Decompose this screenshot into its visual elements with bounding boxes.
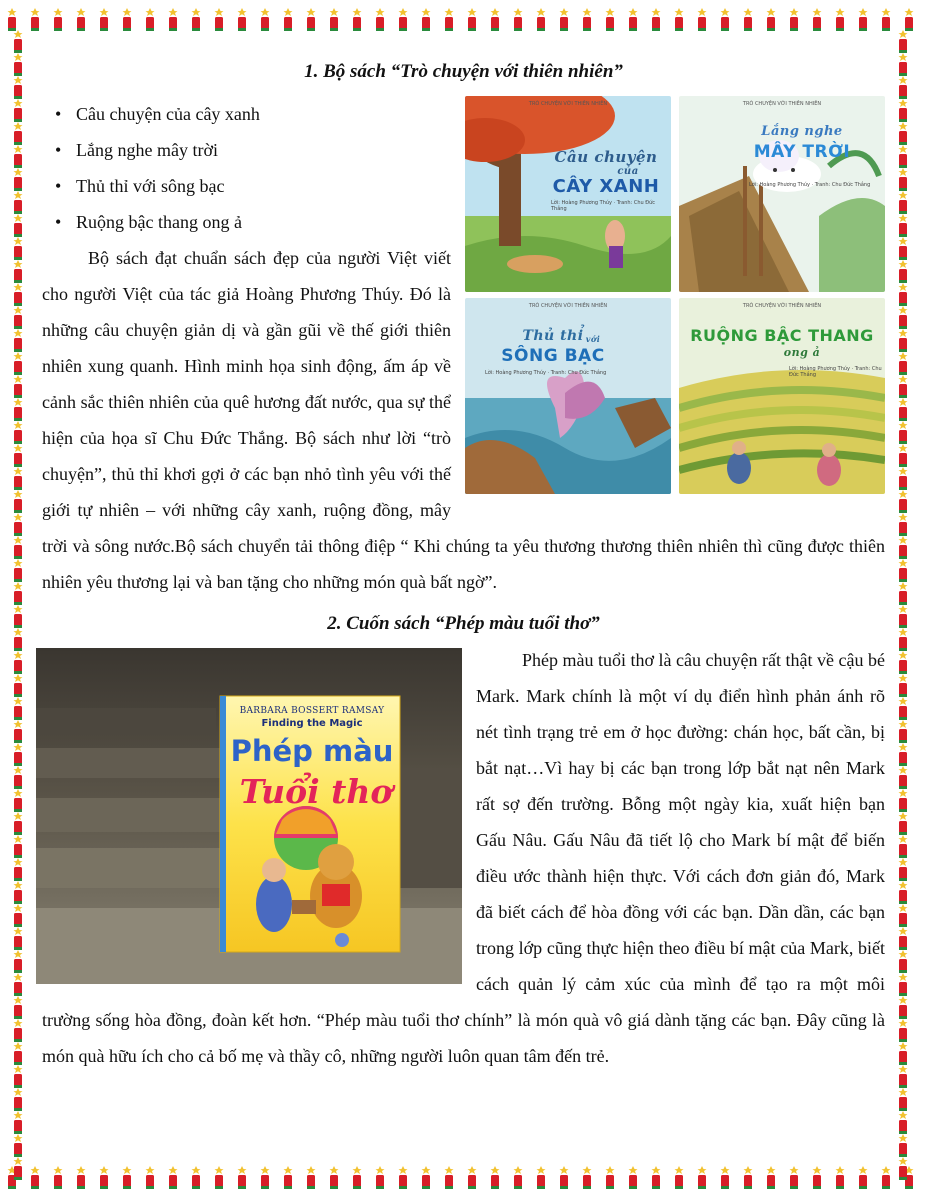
firecracker-icon [698, 8, 707, 31]
firecracker-icon [445, 8, 454, 31]
firecracker-icon [307, 1166, 316, 1189]
cover-series-label: TRÒ CHUYỆN VỚI THIÊN NHIÊN [528, 101, 608, 107]
firecracker-icon [899, 743, 908, 766]
firecracker-icon [14, 1134, 23, 1157]
firecracker-icon [330, 8, 339, 31]
firecracker-icon [100, 1166, 109, 1189]
firecracker-icon [14, 1042, 23, 1065]
firecracker-icon [192, 8, 201, 31]
firecracker-icon [261, 8, 270, 31]
firecracker-icon [899, 1088, 908, 1111]
firecracker-icon [899, 858, 908, 881]
firecracker-icon [836, 8, 845, 31]
firecracker-icon [899, 1134, 908, 1157]
firecracker-icon [899, 467, 908, 490]
list-item: • Ruộng bậc thang ong ả [42, 204, 885, 240]
firecracker-icon [899, 352, 908, 375]
firecracker-icon [399, 8, 408, 31]
firecracker-icon [629, 1166, 638, 1189]
cover-song-bac [465, 298, 671, 494]
firecracker-icon [899, 559, 908, 582]
firecracker-icon [14, 467, 23, 490]
firecracker-icon [698, 1166, 707, 1189]
firecracker-icon [675, 8, 684, 31]
firecracker-icon [146, 1166, 155, 1189]
firecracker-icon [899, 1042, 908, 1065]
firecracker-icon [14, 214, 23, 237]
cover-ruong-bac-thang [679, 298, 885, 494]
firecracker-icon [468, 1166, 477, 1189]
firecracker-icon [169, 1166, 178, 1189]
firecracker-icon [899, 720, 908, 743]
firecracker-icon [14, 444, 23, 467]
firecracker-icon [284, 8, 293, 31]
firecracker-icon [14, 398, 23, 421]
firecracker-icon [899, 283, 908, 306]
firecracker-icon [399, 1166, 408, 1189]
firecracker-icon [899, 375, 908, 398]
firecracker-icon [899, 260, 908, 283]
firecracker-icon [14, 191, 23, 214]
firecracker-icon [583, 8, 592, 31]
book-english-title: Finding the Magic [261, 718, 363, 729]
cover-title-line2: của [617, 166, 639, 177]
firecracker-icon [14, 697, 23, 720]
cover-title-line1: Câu chuyện [554, 148, 658, 166]
firecracker-icon [14, 858, 23, 881]
firecracker-icon [376, 1166, 385, 1189]
decorative-border-bottom [0, 1164, 927, 1194]
firecracker-icon [899, 1065, 908, 1088]
firecracker-icon [721, 8, 730, 31]
firecracker-icon [767, 1166, 776, 1189]
firecracker-icon [14, 605, 23, 628]
book-list [42, 96, 885, 240]
firecracker-icon [899, 76, 908, 99]
firecracker-icon [899, 881, 908, 904]
firecracker-icon [583, 1166, 592, 1189]
firecracker-icon [652, 8, 661, 31]
firecracker-icon [899, 904, 908, 927]
section-2-heading: 2. Cuốn sách “Phép màu tuổi thơ” [327, 613, 600, 634]
firecracker-icon [836, 1166, 845, 1189]
firecracker-icon [14, 53, 23, 76]
firecracker-icon [899, 950, 908, 973]
firecracker-icon [767, 8, 776, 31]
firecracker-icon [330, 1166, 339, 1189]
firecracker-icon [14, 835, 23, 858]
firecracker-icon [14, 283, 23, 306]
firecracker-icon [14, 651, 23, 674]
firecracker-icon [14, 674, 23, 697]
firecracker-icon [882, 8, 891, 31]
firecracker-icon [123, 1166, 132, 1189]
firecracker-icon [14, 559, 23, 582]
cover-title-line3: CÂY XANH [552, 176, 660, 197]
firecracker-icon [899, 536, 908, 559]
cover-author: Lời: Hoàng Phương Thúy · Tranh: Chu Đức Thắng [485, 370, 607, 376]
firecracker-icon [899, 168, 908, 191]
cover-series-label: TRÒ CHUYỆN VỚI THIÊN NHIÊN [742, 101, 822, 107]
section-1-body: Bộ sách đạt chuẩn sách đẹp của người Việt viết cho người Việt của tác giả Hoàng Phương Thúy. Đó là những câu chuyện giản dị và gần gũi về thế giới thiên nhiên xung quanh. Hình minh họa sinh động, ấm áp về cảnh sắc thiên nhiên của quê hương đất nước, qua sự thể hiện của họa sĩ Chu Đức Thắng. Bộ sách như lời “trò chuyện”, thủ thỉ khơi gợi ở các bạn nhỏ tình yêu với thế giới tự nhiên – với những cây xanh, ruộng đồng, mây trời và sông nước.Bộ sách chuyển tải thông điệp “ Khi chúng ta yêu thương thương thiên nhiên thì cũng được thiên nhiên yêu thương lại và ban tặng cho những món quà bất ngờ”. [42, 248, 885, 592]
firecracker-icon [238, 8, 247, 31]
firecracker-icon [14, 1065, 23, 1088]
firecracker-icon [606, 8, 615, 31]
firecracker-icon [14, 1157, 23, 1180]
firecracker-icon [14, 421, 23, 444]
firecracker-icon [652, 1166, 661, 1189]
firecracker-icon [899, 490, 908, 513]
firecracker-icon [899, 398, 908, 421]
cover-series-label: TRÒ CHUYỆN VỚI THIÊN NHIÊN [742, 303, 822, 309]
firecracker-icon [899, 697, 908, 720]
cover-title-line1: RUỘNG BẬC THANG [690, 326, 874, 345]
firecracker-icon [14, 536, 23, 559]
firecracker-icon [882, 1166, 891, 1189]
firecracker-icon [238, 1166, 247, 1189]
firecracker-icon [899, 996, 908, 1019]
firecracker-icon [790, 8, 799, 31]
firecracker-icon [77, 8, 86, 31]
firecracker-icon [899, 605, 908, 628]
firecracker-icon [675, 1166, 684, 1189]
firecracker-icon [14, 1019, 23, 1042]
firecracker-icon [744, 1166, 753, 1189]
book-author: BARBARA BOSSERT RAMSAY [239, 706, 385, 716]
firecracker-icon [899, 30, 908, 53]
firecracker-icon [514, 8, 523, 31]
firecracker-icon [899, 628, 908, 651]
firecracker-icon [77, 1166, 86, 1189]
firecracker-icon [14, 30, 23, 53]
firecracker-icon [491, 8, 500, 31]
firecracker-icon [14, 260, 23, 283]
decorative-border-right [891, 0, 921, 1200]
firecracker-icon [14, 237, 23, 260]
firecracker-icon [14, 950, 23, 973]
cover-title-line2: với [585, 334, 601, 344]
firecracker-icon [445, 1166, 454, 1189]
firecracker-icon [14, 582, 23, 605]
cover-title-line3: SÔNG BẠC [501, 346, 605, 366]
firecracker-icon [629, 8, 638, 31]
firecracker-icon [14, 881, 23, 904]
firecracker-icon [14, 99, 23, 122]
cover-title-line2: ong ả [783, 346, 821, 359]
cover-title-line1: Lắng nghe [761, 124, 843, 139]
firecracker-icon [606, 1166, 615, 1189]
firecracker-icon [307, 8, 316, 31]
firecracker-icon [14, 375, 23, 398]
firecracker-icon [537, 1166, 546, 1189]
firecracker-icon [899, 1111, 908, 1134]
firecracker-icon [14, 490, 23, 513]
firecracker-icon [14, 306, 23, 329]
firecracker-icon [14, 352, 23, 375]
firecracker-icon [14, 789, 23, 812]
firecracker-icon [468, 8, 477, 31]
firecracker-icon [899, 513, 908, 536]
firecracker-icon [790, 1166, 799, 1189]
cover-title-line2: MÂY TRỜI [753, 142, 851, 162]
cover-title-line1: Thủ thỉ [522, 328, 584, 344]
firecracker-icon [14, 76, 23, 99]
firecracker-icon [899, 191, 908, 214]
firecracker-icon [744, 8, 753, 31]
cover-series-label: TRÒ CHUYỆN VỚI THIÊN NHIÊN [528, 303, 608, 309]
cover-author: Lời: Hoàng Phương Thúy · Tranh: Chu Đức Thắng [749, 182, 871, 188]
firecracker-icon [14, 743, 23, 766]
firecracker-icon [215, 1166, 224, 1189]
book-photo-background [36, 648, 462, 984]
firecracker-icon [54, 1166, 63, 1189]
cover-author: Lời: Hoàng Phương Thúy · Tranh: Chu Đức Thắng [789, 366, 882, 378]
firecracker-icon [14, 904, 23, 927]
firecracker-icon [537, 8, 546, 31]
firecracker-icon [899, 53, 908, 76]
firecracker-icon [899, 306, 908, 329]
firecracker-icon [14, 720, 23, 743]
firecracker-icon [899, 812, 908, 835]
firecracker-icon [899, 789, 908, 812]
list-item: • Thủ thỉ với sông bạc [42, 168, 885, 204]
firecracker-icon [422, 8, 431, 31]
firecracker-icon [721, 1166, 730, 1189]
firecracker-icon [899, 237, 908, 260]
firecracker-icon [859, 1166, 868, 1189]
firecracker-icon [560, 8, 569, 31]
firecracker-icon [100, 8, 109, 31]
firecracker-icon [899, 927, 908, 950]
firecracker-icon [899, 1157, 908, 1180]
firecracker-icon [14, 973, 23, 996]
firecracker-icon [215, 8, 224, 31]
firecracker-icon [899, 214, 908, 237]
firecracker-icon [813, 8, 822, 31]
book-title-line2: Tuổi thơ [239, 772, 393, 811]
firecracker-icon [14, 766, 23, 789]
firecracker-icon [14, 122, 23, 145]
firecracker-icon [899, 444, 908, 467]
firecracker-icon [54, 8, 63, 31]
firecracker-icon [422, 1166, 431, 1189]
section-1-heading: 1. Bộ sách “Trò chuyện với thiên nhiên” [304, 61, 623, 82]
section-2-body: Phép màu tuổi thơ là câu chuyện rất thật về cậu bé Mark. Mark chính là một ví dụ điển hình phản ánh rõ nét tình trạng trẻ em ở học đường: chán học, bất cần, bị bắt nạt…Vì hay bị các bạn trong lớp bắt nạt nên Mark rất sợ đến trường. Bỗng một ngày kia, xuất hiện bạn Gấu Nâu. Gấu Nâu đã tiết lộ cho Mark bí mật để biến điều ước thành hiện thực. Với cách đơn giản đó, Mark đã biết cách để hòa đồng với các bạn. Dần dần, các bạn trong lớp cũng thực hiện theo điều bí mật của Mark, biết cách quản lý cảm xúc của mình để tạo ra một môi trường sống hòa đồng, đoàn kết hơn. “Phép màu tuổi thơ chính” là món quà vô giá dành tặng các bạn. Đây cũng là món quà hữu ích cho cả bố mẹ và thầy cô, những người luôn quan tâm đến trẻ. [42, 650, 885, 1066]
firecracker-icon [14, 168, 23, 191]
firecracker-icon [899, 674, 908, 697]
firecracker-icon [192, 1166, 201, 1189]
firecracker-icon [14, 996, 23, 1019]
firecracker-icon [353, 8, 362, 31]
firecracker-icon [560, 1166, 569, 1189]
firecracker-icon [899, 329, 908, 352]
firecracker-icon [899, 1019, 908, 1042]
firecracker-icon [899, 582, 908, 605]
firecracker-icon [899, 766, 908, 789]
firecracker-icon [146, 8, 155, 31]
firecracker-icon [859, 8, 868, 31]
firecracker-icon [14, 329, 23, 352]
firecracker-icon [123, 8, 132, 31]
firecracker-icon [14, 628, 23, 651]
decorative-border-left [6, 0, 36, 1200]
firecracker-icon [514, 1166, 523, 1189]
firecracker-icon [899, 421, 908, 444]
decorative-border-top [0, 6, 927, 36]
firecracker-icon [899, 145, 908, 168]
firecracker-icon [353, 1166, 362, 1189]
firecracker-icon [14, 513, 23, 536]
firecracker-icon [813, 1166, 822, 1189]
firecracker-icon [376, 8, 385, 31]
firecracker-icon [169, 8, 178, 31]
firecracker-icon [899, 835, 908, 858]
book-title-line1: Phép màu [230, 734, 394, 768]
firecracker-icon [491, 1166, 500, 1189]
firecracker-icon [14, 812, 23, 835]
firecracker-icon [284, 1166, 293, 1189]
list-item: • Lắng nghe mây trời [42, 132, 885, 168]
firecracker-icon [899, 651, 908, 674]
firecracker-icon [14, 1088, 23, 1111]
firecracker-icon [261, 1166, 270, 1189]
firecracker-icon [899, 122, 908, 145]
cover-author: Lời: Hoàng Phương Thúy · Tranh: Chu Đức Thắng [551, 200, 656, 212]
firecracker-icon [14, 1111, 23, 1134]
firecracker-icon [14, 927, 23, 950]
list-item: • Câu chuyện của cây xanh [42, 96, 885, 132]
document-content [42, 58, 885, 1074]
firecracker-icon [899, 973, 908, 996]
book-photo-phep-mau-tuoi-tho [36, 648, 462, 984]
firecracker-icon [899, 99, 908, 122]
firecracker-icon [14, 145, 23, 168]
